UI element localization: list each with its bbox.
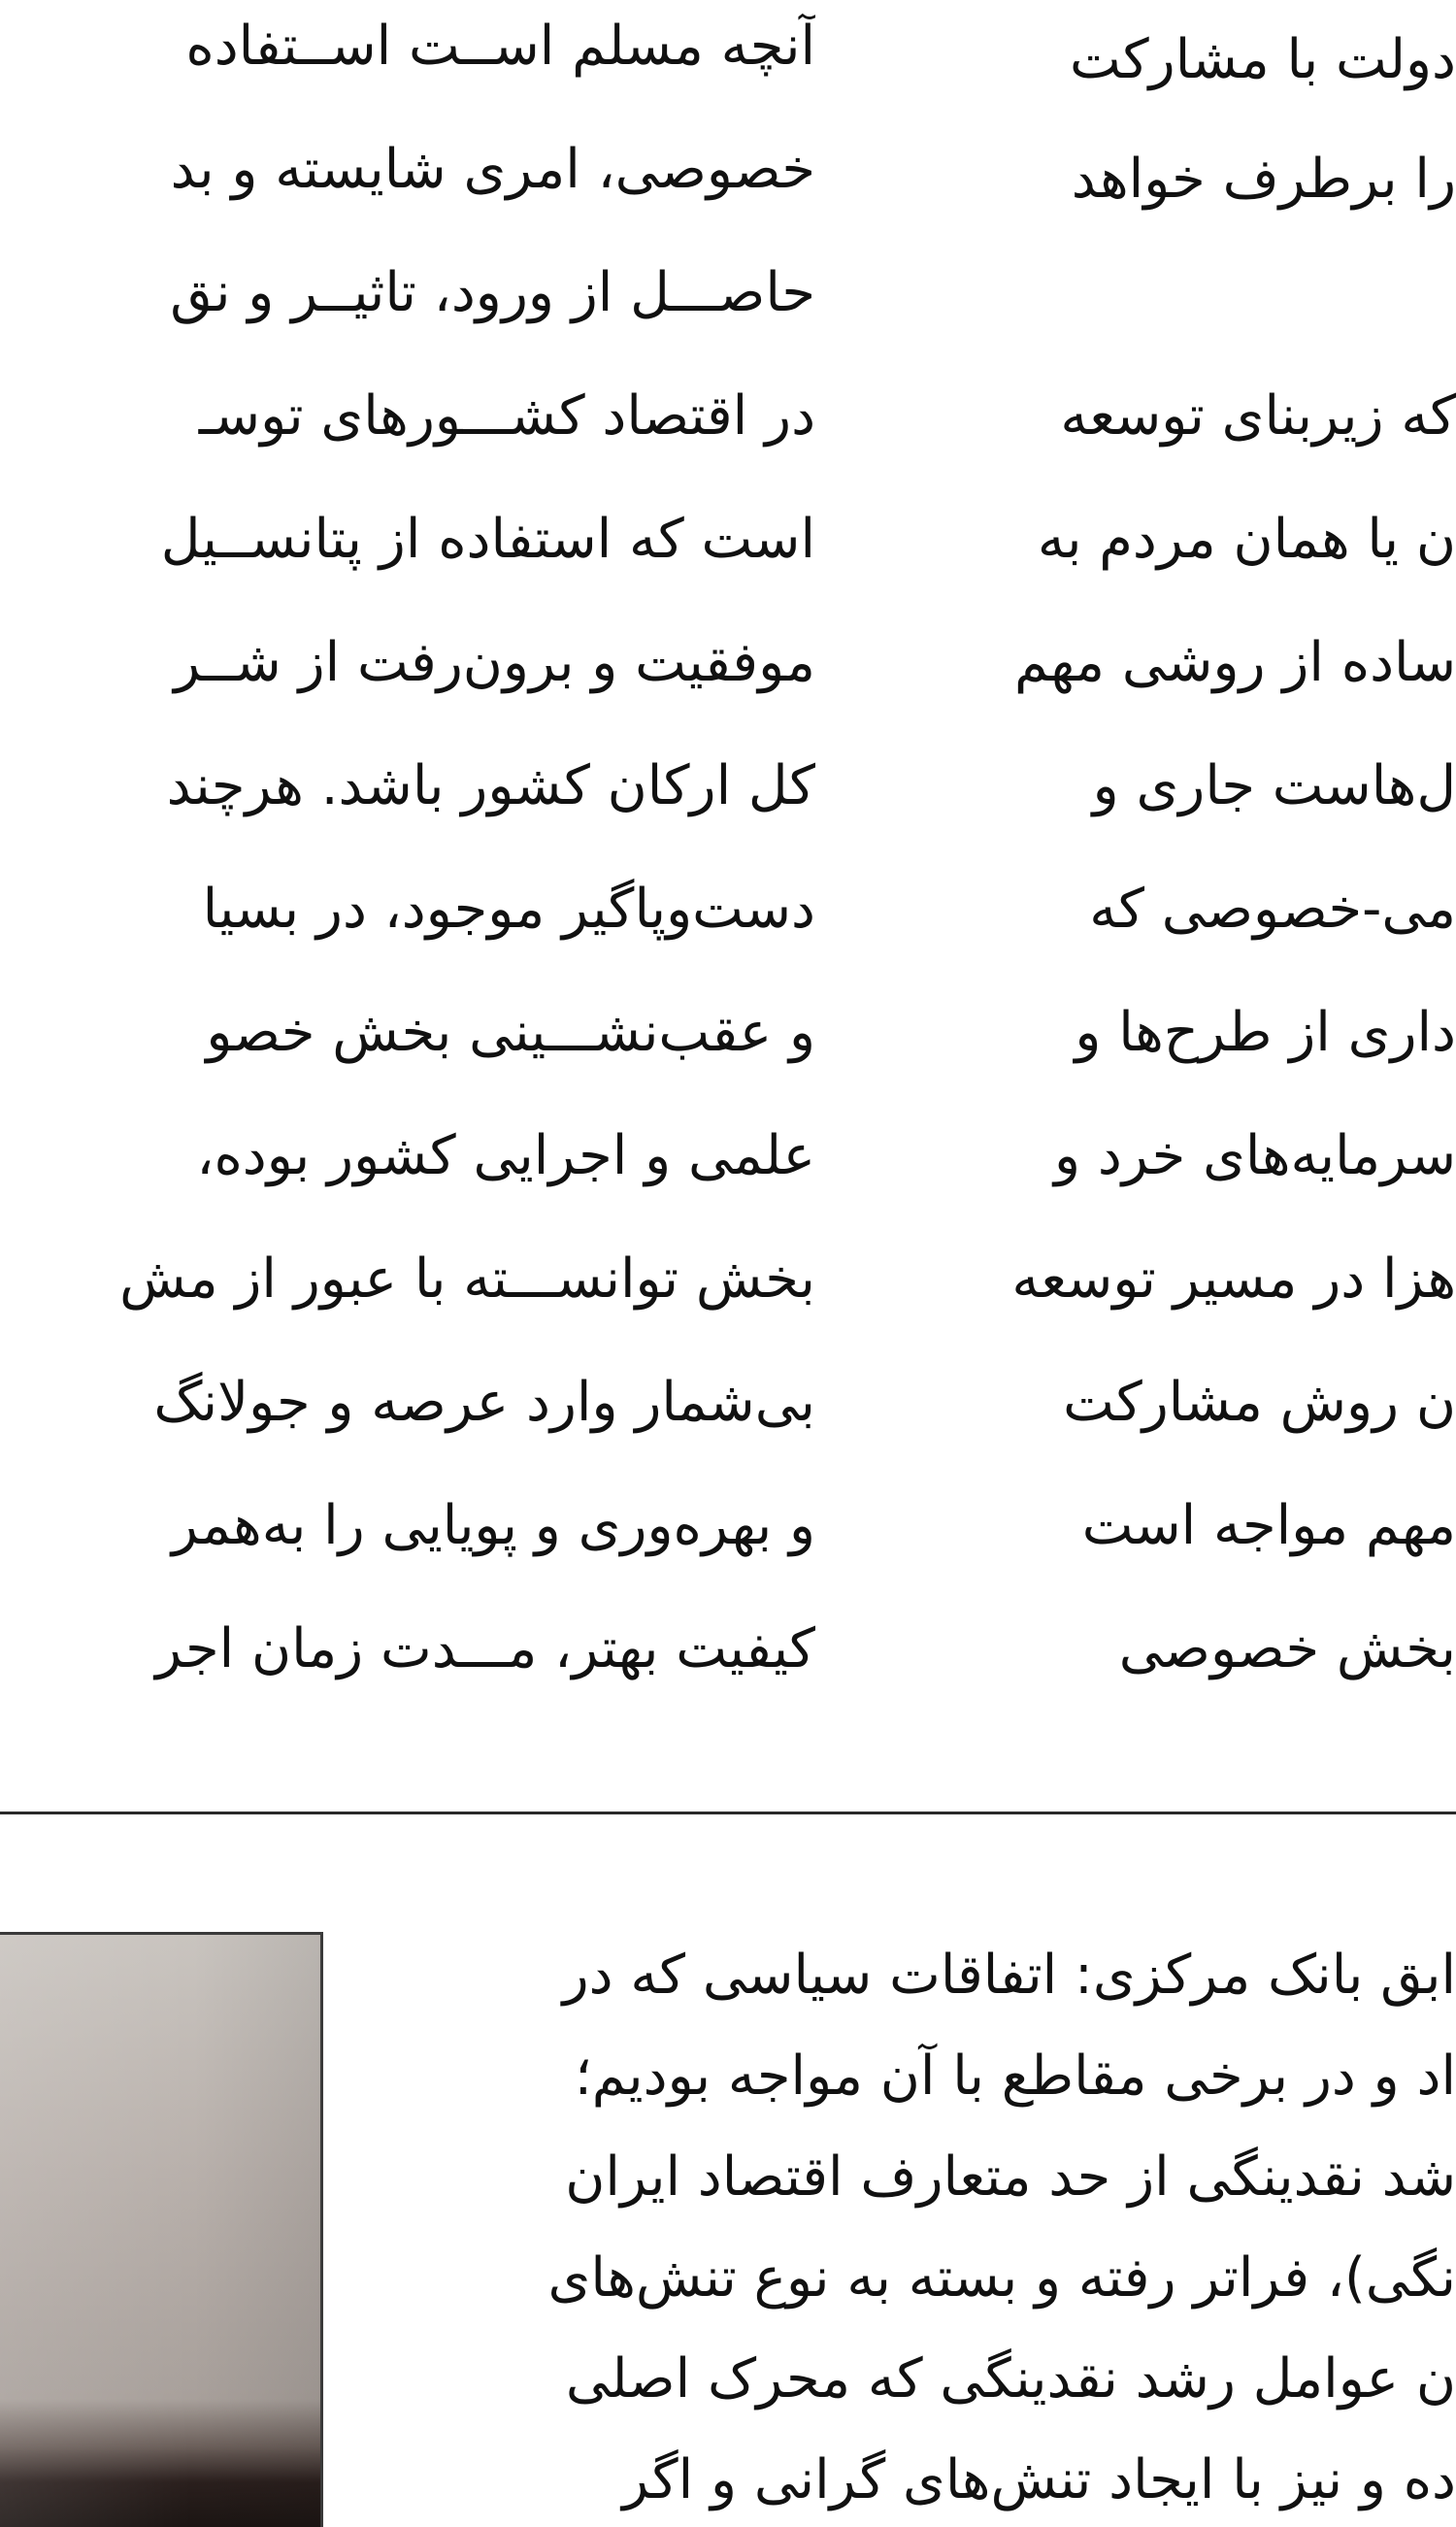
text-line: بخش توانســـته با عبور از مش bbox=[119, 1247, 815, 1311]
text-line: دولت با مشارکت bbox=[1070, 28, 1456, 91]
text-line: ن روش مشارکت bbox=[1063, 1371, 1456, 1434]
article-bottom-column bbox=[383, 1937, 1456, 2527]
text-line: سرمایه‌های خرد و bbox=[1053, 1124, 1456, 1187]
text-line: ل‌هاست جاری و bbox=[1092, 754, 1456, 817]
text-line: خصوصی، امری شایسته و بد bbox=[170, 138, 815, 201]
text-line: بی‌شمار وارد عرصه و جولانگ bbox=[153, 1371, 815, 1434]
text-line: کل ارکان کشور باشد. هرچند bbox=[166, 754, 815, 817]
photo-shading bbox=[0, 1935, 320, 2527]
text-line: مهم مواجه است bbox=[1081, 1494, 1456, 1557]
text-line: است که استفاده از پتانســیل bbox=[160, 508, 815, 571]
text-line: آنچه مسلم اســت اســتفاده bbox=[185, 15, 815, 78]
text-line: ساده از روشی مهم bbox=[1013, 631, 1456, 694]
text-line: هزا در مسیر توسعه bbox=[1011, 1247, 1456, 1311]
text-line: دست‌وپاگیر موجود، در بسیا bbox=[202, 878, 815, 941]
text-line: اد و در برخی مقاطع با آن مواجه بودیم؛ bbox=[574, 2045, 1456, 2108]
article-top-right-column bbox=[961, 0, 1456, 1747]
text-line: ابق بانک مرکزی: اتفاقات سیاسی که در bbox=[562, 1944, 1456, 2007]
text-line: می-خصوصی که bbox=[1089, 878, 1456, 941]
text-line: و بهره‌وری و پویایی را به‌همر bbox=[171, 1494, 815, 1557]
text-line: و عقب‌نشـــینی بخش خصو bbox=[206, 1001, 815, 1064]
text-line: را برطرف خواهد bbox=[1071, 148, 1456, 211]
text-line: حاصـــل از ورود، تاثیــر و نق bbox=[170, 261, 815, 324]
text-line: علمی و اجرایی کشور بوده، bbox=[196, 1124, 815, 1187]
text-line: کیفیت بهتر، مـــدت زمان اجر bbox=[155, 1617, 815, 1680]
text-line: ن یا همان مردم به bbox=[1037, 508, 1456, 571]
text-line: ده و نیز با ایجاد تنش‌های گرانی و اگر bbox=[622, 2448, 1456, 2511]
text-line: موفقیت و برون‌رفت از شــر bbox=[174, 631, 815, 694]
article-top-left-column bbox=[0, 0, 815, 1747]
portrait-photo-icon bbox=[0, 1932, 323, 2527]
text-line: که زیربنای توسعه bbox=[1060, 384, 1456, 448]
text-line: نگی)، فراتر رفته و بسته به نوع تنش‌های bbox=[547, 2246, 1456, 2310]
section-divider bbox=[0, 1812, 1456, 1814]
text-line: در اقتصاد کشـــورهای توسـ bbox=[198, 384, 815, 448]
text-line: شد نقدینگی از حد متعارف اقتصاد ایران bbox=[565, 2145, 1456, 2209]
text-line: ن عوامل رشد نقدینگی که محرک اصلی bbox=[565, 2347, 1456, 2411]
text-line: بخش خصوصی bbox=[1118, 1617, 1456, 1680]
text-line: داری از طرح‌ها و bbox=[1075, 1001, 1456, 1064]
